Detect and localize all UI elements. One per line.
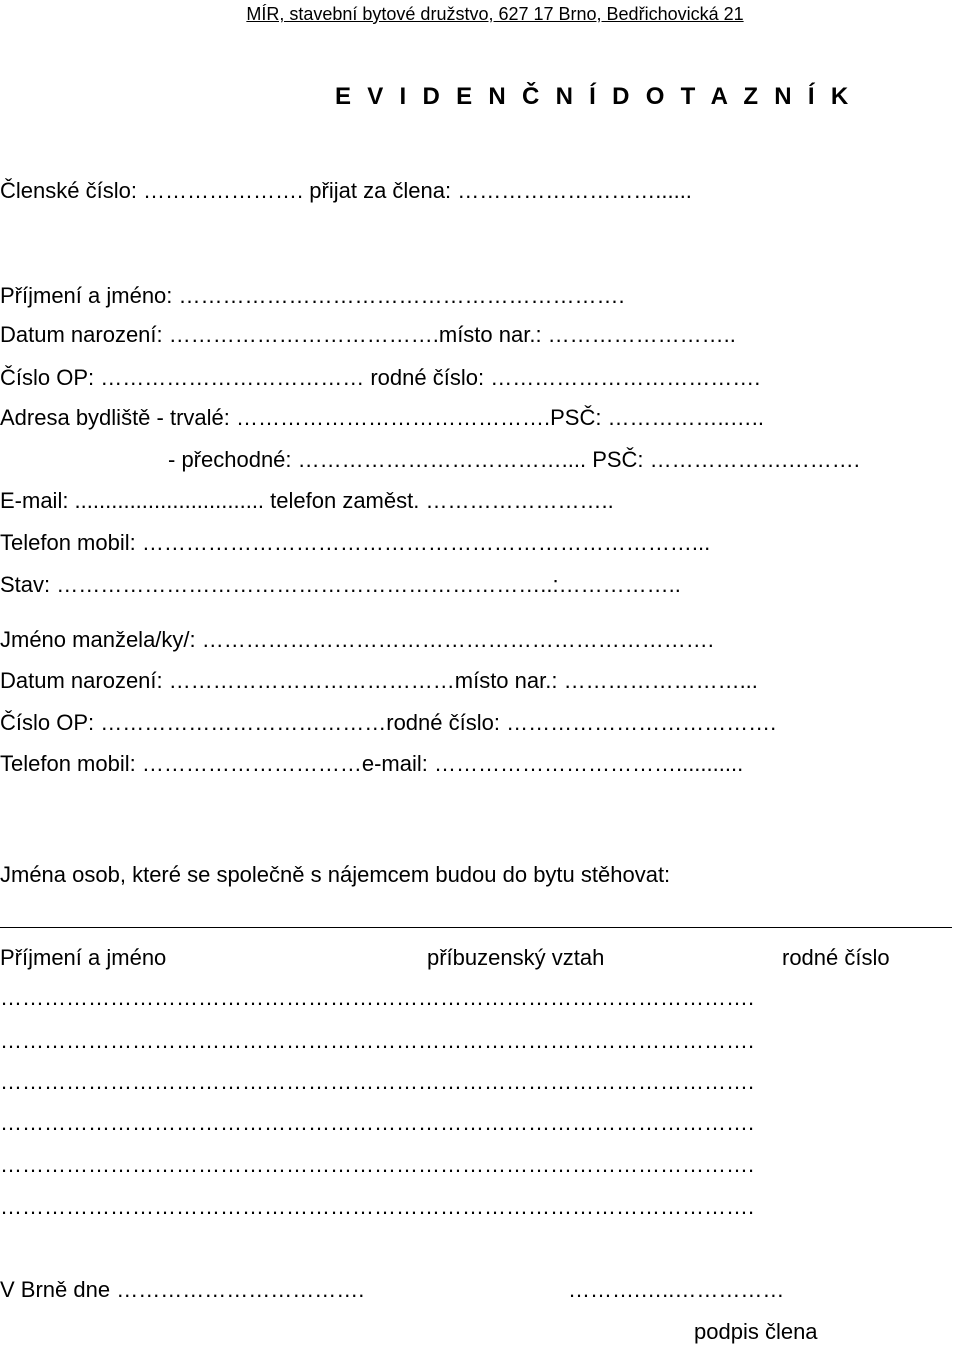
document-title: E V I D E N Č N Í D O T A Z N Í K <box>335 83 853 110</box>
household-row[interactable]: …………………………………………………………………………………………. <box>0 985 755 1010</box>
household-row[interactable]: …………………………………………………………………………………………. <box>0 1069 755 1094</box>
signature-line[interactable]: ……….…..…………… <box>568 1277 785 1302</box>
applicant-status-line[interactable]: Stav: …………………………………………………………..:…………….. <box>0 572 681 597</box>
spouse-name-line[interactable]: Jméno manželа/ky/: ……………………………………………………………. <box>0 627 714 652</box>
applicant-id-line[interactable]: Číslo OP: ……………………………… rodné číslo: ………………………………. <box>0 365 761 390</box>
place-date-line[interactable]: V Brně dne ……………………………. <box>0 1277 365 1302</box>
applicant-birth-line[interactable]: Datum narození: ……………………………….místo nar.: …………………….. <box>0 322 736 347</box>
applicant-address-line[interactable]: Adresa bydliště - trvalé: …………………………………….PSČ: ……………..….. <box>0 405 765 430</box>
applicant-mobile-line[interactable]: Telefon mobil: …………………………………………………………………... <box>0 530 711 555</box>
organization-header: MÍR, stavební bytové družstvo, 627 17 Brno, Bedřichovická 21 <box>246 4 744 24</box>
column-header-birth-number: rodné číslo <box>782 945 890 970</box>
column-header-relation: příbuzenský vztah <box>427 945 605 970</box>
applicant-email-line[interactable]: E-mail: ............................... telefon zaměst. …………………….. <box>0 488 614 513</box>
applicant-temp-address-line[interactable]: - přechodné: ……………………………….... PSČ: ……………….………. <box>168 447 860 472</box>
spouse-id-line[interactable]: Číslo OP: …………………………………rodné číslo: ………………………………. <box>0 710 777 735</box>
spouse-mobile-line[interactable]: Telefon mobil: …………………………e-mail: ……………………………........... <box>0 751 744 776</box>
heading-rule <box>0 927 952 928</box>
household-heading: Jména osob, které se společně s nájemcem budou do bytu stěhovat: <box>0 862 671 887</box>
column-header-name: Příjmení a jméno <box>0 945 167 970</box>
signature-label: podpis člena <box>694 1319 818 1344</box>
applicant-name-line[interactable]: Příjmení a jméno: ……………………………………………………. <box>0 283 625 308</box>
membership-number-line[interactable]: Členské číslo: …………………. přijat za člena: ………………………...... <box>0 178 692 203</box>
household-row[interactable]: …………………………………………………………………………………………. <box>0 1028 755 1053</box>
household-row[interactable]: …………………………………………………………………………………………. <box>0 1152 755 1177</box>
household-row[interactable]: …………………………………………………………………………………………. <box>0 1110 755 1135</box>
spouse-birth-line[interactable]: Datum narození: …………………………………místo nar.: ……………………... <box>0 668 758 693</box>
household-row[interactable]: …………………………………………………………………………………………. <box>0 1194 755 1219</box>
